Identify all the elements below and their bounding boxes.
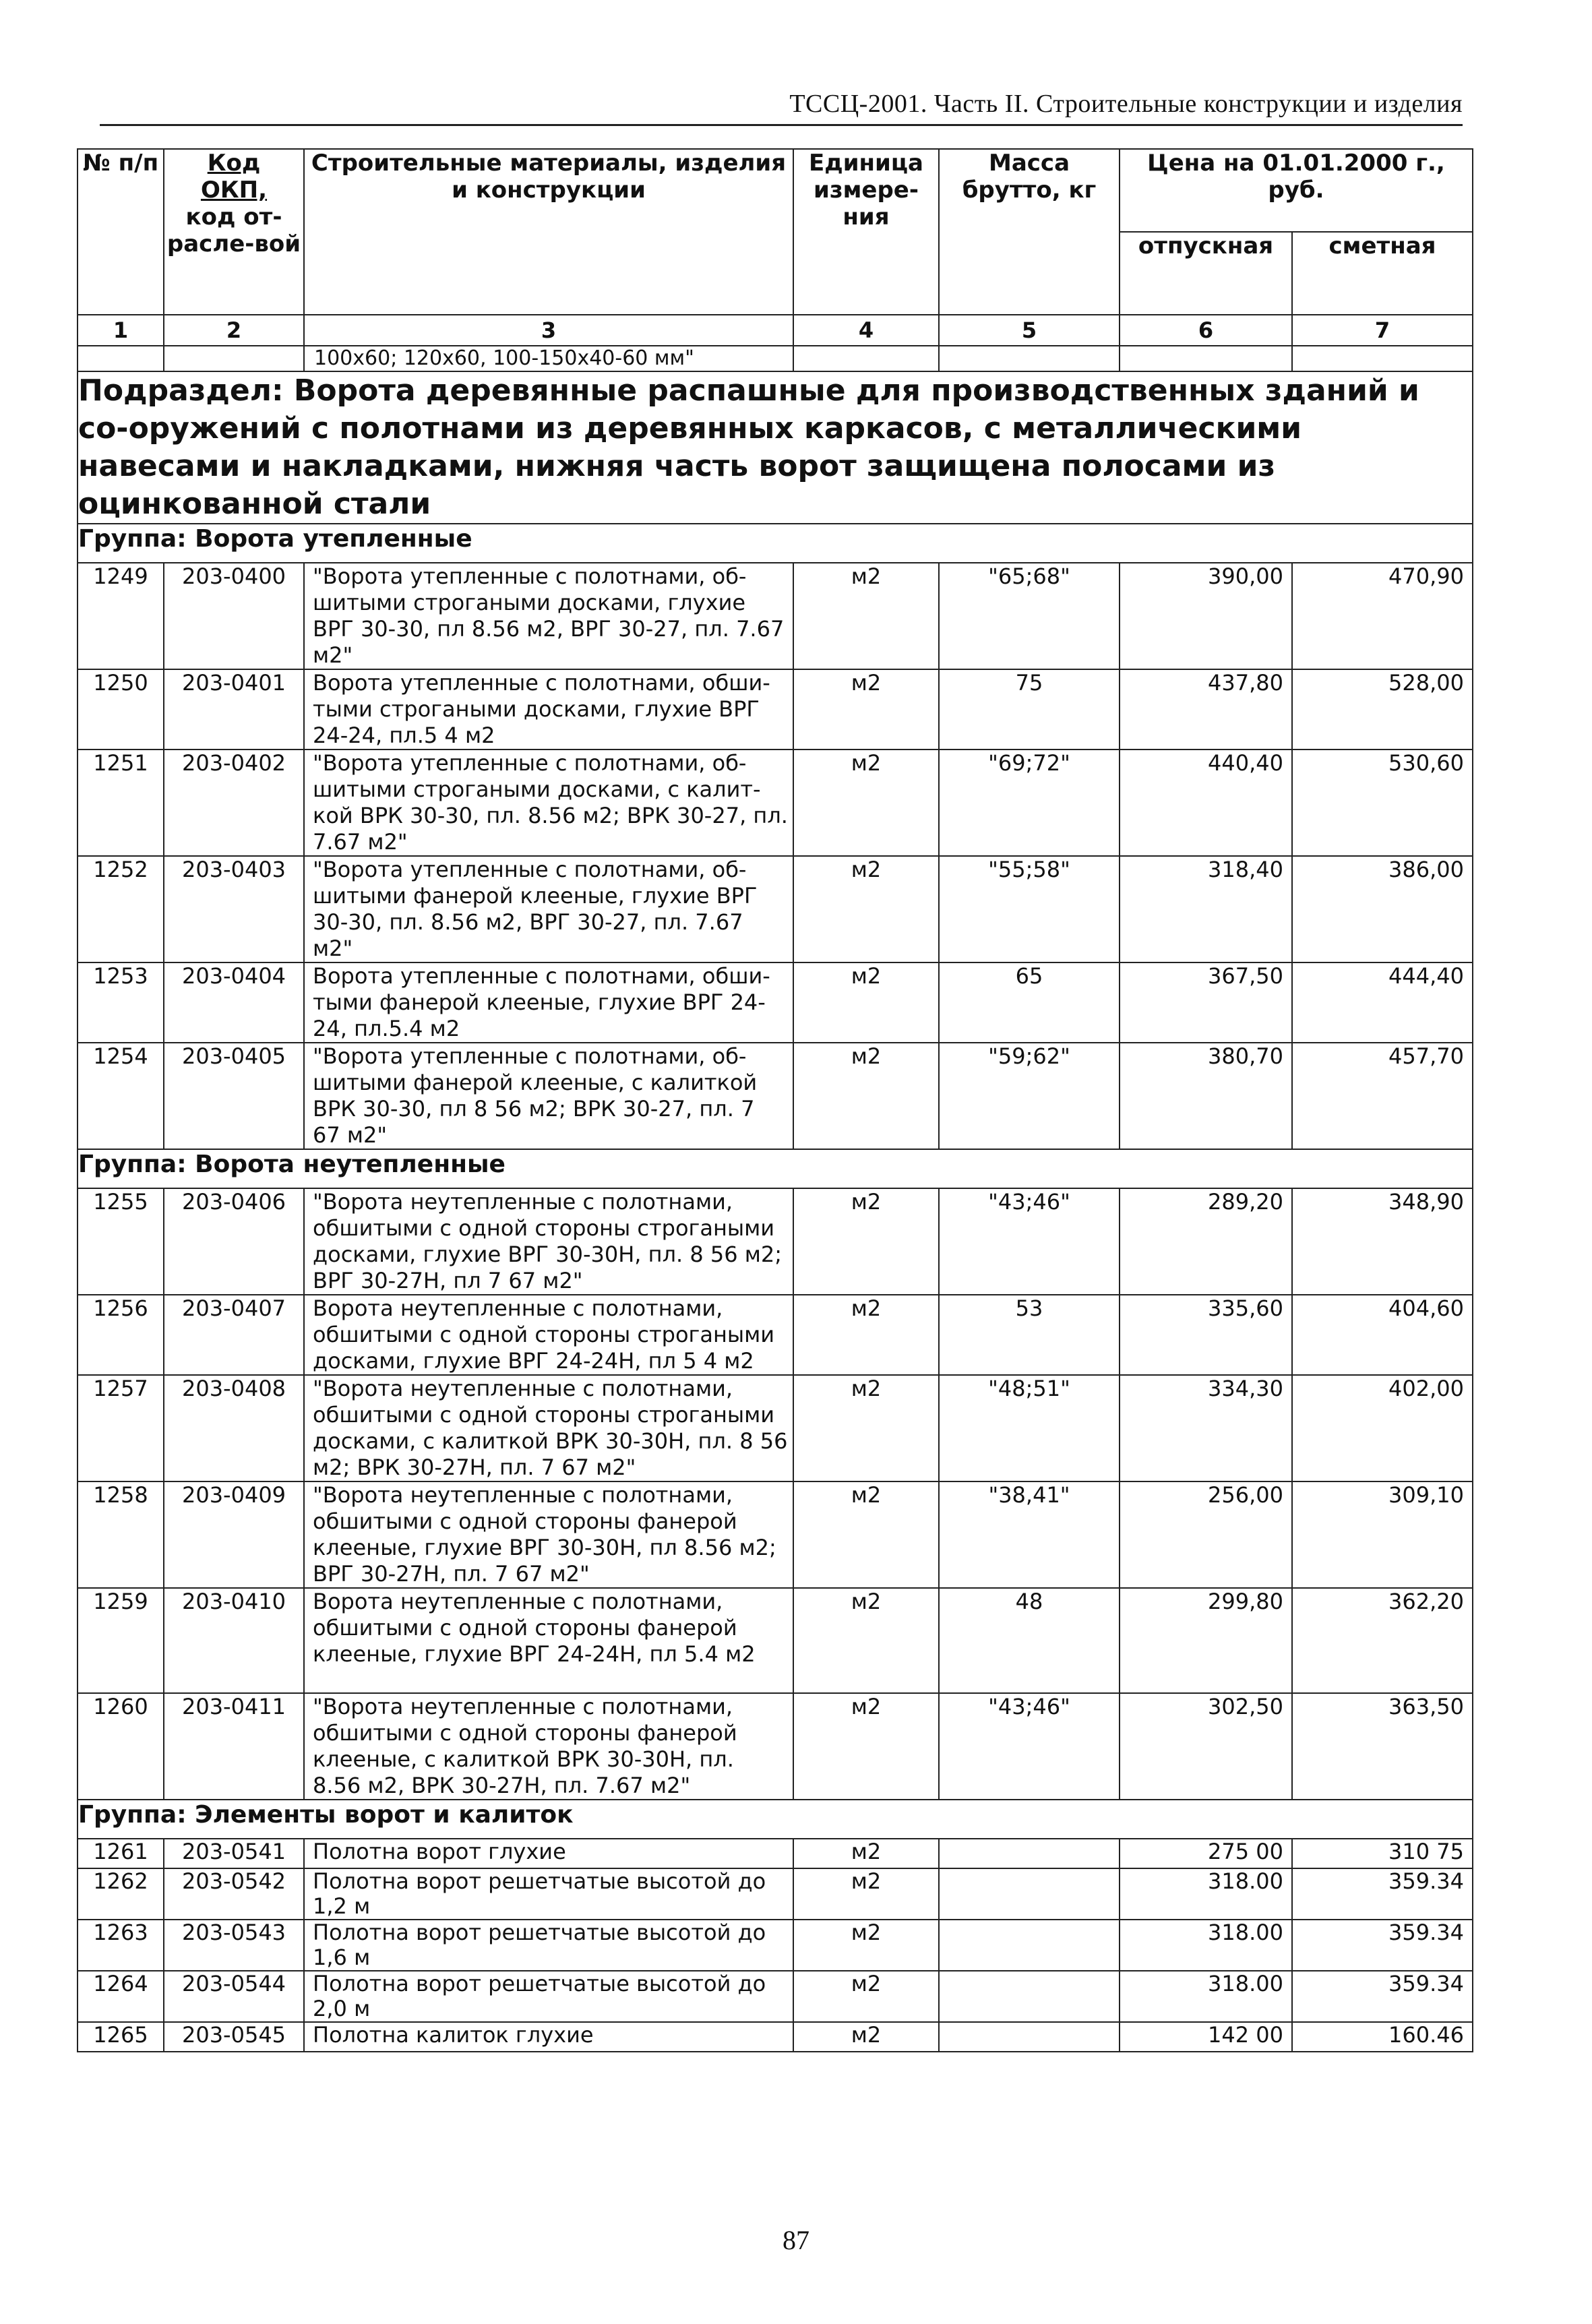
table-row bbox=[78, 1920, 1473, 1971]
mass-cell bbox=[939, 1839, 1120, 1868]
okp-code: 203-0541 bbox=[164, 1839, 304, 1868]
row-number: 1254 bbox=[78, 1043, 164, 1149]
header-mass: Масса брутто, кг bbox=[939, 149, 1120, 315]
table-row bbox=[78, 1868, 1473, 1920]
table-row bbox=[78, 750, 1473, 856]
column-number: 6 bbox=[1120, 315, 1292, 346]
release-price-cell: 318.00 bbox=[1120, 1868, 1292, 1920]
table-row bbox=[78, 1043, 1473, 1149]
okp-code: 203-0404 bbox=[164, 962, 304, 1043]
item-description: "Ворота неутепленные с полотнами, обшитыми с одной стороны фанерой клееные, с калиткой ВРК 30-30Н, пл. 8.56 м2, ВРК 30-27Н, пл. 7.67 м2" bbox=[304, 1693, 793, 1800]
unit-cell: м2 bbox=[793, 669, 939, 750]
table-row bbox=[78, 1971, 1473, 2022]
price-table bbox=[77, 148, 1473, 2052]
row-number: 1262 bbox=[78, 1868, 164, 1920]
mass-cell: "55;58" bbox=[939, 856, 1120, 962]
item-description: "Ворота утепленные с полотнами, об-шитыми строгаными досками, глухие ВРГ 30-30, пл 8.56 м2, ВРГ 30-27, пл. 7.67 м2" bbox=[304, 563, 793, 669]
row-number: 1256 bbox=[78, 1295, 164, 1375]
okp-code: 203-0400 bbox=[164, 563, 304, 669]
mass-cell: "59;62" bbox=[939, 1043, 1120, 1149]
item-description: "Ворота неутепленные с полотнами, обшитыми с одной стороны строгаными досками, глухие ВРГ 30-30Н, пл. 8 56 м2; ВРГ 30-27Н, пл 7 67 м2" bbox=[304, 1188, 793, 1295]
okp-code: 203-0406 bbox=[164, 1188, 304, 1295]
unit-cell: м2 bbox=[793, 1043, 939, 1149]
unit-cell: м2 bbox=[793, 1839, 939, 1868]
unit-cell: м2 bbox=[793, 1588, 939, 1693]
release-price-cell: 334,30 bbox=[1120, 1375, 1292, 1481]
subsection-row bbox=[78, 371, 1473, 524]
header-unit: Единица измере-ния bbox=[793, 149, 939, 315]
okp-code: 203-0542 bbox=[164, 1868, 304, 1920]
estimate-price-cell: 402,00 bbox=[1292, 1375, 1473, 1481]
release-price-cell: 275 00 bbox=[1120, 1839, 1292, 1868]
okp-code: 203-0411 bbox=[164, 1693, 304, 1800]
mass-cell bbox=[939, 1971, 1120, 2022]
release-price-cell: 299,80 bbox=[1120, 1588, 1292, 1693]
release-price-cell: 335,60 bbox=[1120, 1295, 1292, 1375]
mass-cell bbox=[939, 1920, 1120, 1971]
item-description: Полотна ворот решетчатые высотой до 1,2 м bbox=[304, 1868, 793, 1920]
running-head: ТССЦ-2001. Часть II. Строительные конструкции и изделия bbox=[789, 90, 1463, 118]
release-price-cell: 380,70 bbox=[1120, 1043, 1292, 1149]
item-description: "Ворота утепленные с полотнами, об-шитыми фанерой клееные, с калиткой ВРК 30-30, пл 8 56 м2; ВРК 30-27, пл. 7 67 м2" bbox=[304, 1043, 793, 1149]
estimate-price-cell: 359.34 bbox=[1292, 1971, 1473, 2022]
release-price-cell: 302,50 bbox=[1120, 1693, 1292, 1800]
table-header-row bbox=[78, 149, 1473, 232]
row-number: 1263 bbox=[78, 1920, 164, 1971]
release-price-cell: 318.00 bbox=[1120, 1971, 1292, 2022]
mass-cell: "38,41" bbox=[939, 1481, 1120, 1588]
subsection-title: Подраздел: Ворота деревянные распашные для производственных зданий и со-оружений с полотнами из деревянных каркасов, с металлическими навесами и накладками, нижняя часть ворот защищена полосами из оцинкованной стали bbox=[78, 371, 1473, 524]
estimate-price-cell: 310 75 bbox=[1292, 1839, 1473, 1868]
header-price-estimate: сметная bbox=[1292, 232, 1473, 315]
table-row bbox=[78, 1588, 1473, 1693]
row-number: 1252 bbox=[78, 856, 164, 962]
table-row bbox=[78, 2022, 1473, 2052]
estimate-price-cell: 528,00 bbox=[1292, 669, 1473, 750]
okp-code: 203-0543 bbox=[164, 1920, 304, 1971]
row-number: 1264 bbox=[78, 1971, 164, 2022]
row-number: 1250 bbox=[78, 669, 164, 750]
okp-code: 203-0401 bbox=[164, 669, 304, 750]
release-price-cell: 318.00 bbox=[1120, 1920, 1292, 1971]
row-number: 1260 bbox=[78, 1693, 164, 1800]
estimate-price-cell: 444,40 bbox=[1292, 962, 1473, 1043]
column-number: 7 bbox=[1292, 315, 1473, 346]
table-row bbox=[78, 1693, 1473, 1800]
estimate-price-cell: 160.46 bbox=[1292, 2022, 1473, 2052]
unit-cell: м2 bbox=[793, 962, 939, 1043]
item-description: "Ворота неутепленные с полотнами, обшитыми с одной стороны строгаными досками, с калиткой ВРК 30-30Н, пл. 8 56 м2; ВРК 30-27Н, пл. 7 67 м2" bbox=[304, 1375, 793, 1481]
row-number: 1261 bbox=[78, 1839, 164, 1868]
unit-cell: м2 bbox=[793, 1295, 939, 1375]
item-description: Полотна ворот глухие bbox=[304, 1839, 793, 1868]
release-price-cell: 289,20 bbox=[1120, 1188, 1292, 1295]
item-description: "Ворота утепленные с полотнами, об-шитыми фанерой клееные, глухие ВРГ 30-30, пл. 8.56 м2, ВРГ 30-27, пл. 7.67 м2" bbox=[304, 856, 793, 962]
release-price-cell: 437,80 bbox=[1120, 669, 1292, 750]
table-row bbox=[78, 1839, 1473, 1868]
table-row bbox=[78, 669, 1473, 750]
mass-cell: "43;46" bbox=[939, 1693, 1120, 1800]
row-number: 1257 bbox=[78, 1375, 164, 1481]
estimate-price-cell: 457,70 bbox=[1292, 1043, 1473, 1149]
page-number: 87 bbox=[783, 2225, 809, 2255]
item-description: Ворота неутепленные с полотнами, обшитыми с одной стороны строгаными досками, глухие ВРГ 24-24Н, пл 5 4 м2 bbox=[304, 1295, 793, 1375]
item-description: Ворота утепленные с полотнами, обши-тыми фанерой клееные, глухие ВРГ 24-24, пл.5.4 м2 bbox=[304, 962, 793, 1043]
unit-cell: м2 bbox=[793, 1868, 939, 1920]
mass-cell: "65;68" bbox=[939, 563, 1120, 669]
estimate-price-cell: 470,90 bbox=[1292, 563, 1473, 669]
unit-cell: м2 bbox=[793, 1375, 939, 1481]
group-title: Группа: Элементы ворот и калиток bbox=[78, 1800, 1473, 1839]
table-row bbox=[78, 1295, 1473, 1375]
item-description: Полотна калиток глухие bbox=[304, 2022, 793, 2052]
unit-cell: м2 bbox=[793, 1971, 939, 2022]
estimate-price-cell: 348,90 bbox=[1292, 1188, 1473, 1295]
mass-cell: "43;46" bbox=[939, 1188, 1120, 1295]
header-price-release: отпускная bbox=[1120, 232, 1292, 315]
group-row bbox=[78, 524, 1473, 563]
estimate-price-cell: 386,00 bbox=[1292, 856, 1473, 962]
item-description: "Ворота утепленные с полотнами, об-шитыми строгаными досками, с калит-кой ВРК 30-30, пл. 8.56 м2; ВРК 30-27, пл. 7.67 м2" bbox=[304, 750, 793, 856]
mass-cell: "48;51" bbox=[939, 1375, 1120, 1481]
column-number: 3 bbox=[304, 315, 793, 346]
column-number: 5 bbox=[939, 315, 1120, 346]
row-number: 1253 bbox=[78, 962, 164, 1043]
okp-code: 203-0405 bbox=[164, 1043, 304, 1149]
unit-cell: м2 bbox=[793, 750, 939, 856]
release-price-cell: 256,00 bbox=[1120, 1481, 1292, 1588]
item-description: Полотна ворот решетчатые высотой до 1,6 м bbox=[304, 1920, 793, 1971]
header-materials: Строительные материалы, изделия и конструкции bbox=[304, 149, 793, 315]
row-number: 1249 bbox=[78, 563, 164, 669]
estimate-price-cell: 404,60 bbox=[1292, 1295, 1473, 1375]
header-price: Цена на 01.01.2000 г., руб. bbox=[1120, 149, 1473, 232]
price-table-sheet bbox=[77, 148, 1472, 2052]
release-price-cell: 367,50 bbox=[1120, 962, 1292, 1043]
mass-cell: "69;72" bbox=[939, 750, 1120, 856]
table-row bbox=[78, 1188, 1473, 1295]
header-code-line2: ОКП, bbox=[200, 177, 268, 204]
okp-code: 203-0544 bbox=[164, 1971, 304, 2022]
mass-cell: 65 bbox=[939, 962, 1120, 1043]
header-no: № п/п bbox=[78, 149, 164, 315]
unit-cell: м2 bbox=[793, 1920, 939, 1971]
row-number: 1258 bbox=[78, 1481, 164, 1588]
group-title: Группа: Ворота неутепленные bbox=[78, 1149, 1473, 1188]
okp-code: 203-0545 bbox=[164, 2022, 304, 2052]
estimate-price-cell: 530,60 bbox=[1292, 750, 1473, 856]
release-price-cell: 440,40 bbox=[1120, 750, 1292, 856]
okp-code: 203-0403 bbox=[164, 856, 304, 962]
unit-cell: м2 bbox=[793, 2022, 939, 2052]
estimate-price-cell: 309,10 bbox=[1292, 1481, 1473, 1588]
item-description: Полотна ворот решетчатые высотой до 2,0 м bbox=[304, 1971, 793, 2022]
continuation-row bbox=[78, 346, 1473, 371]
row-number: 1255 bbox=[78, 1188, 164, 1295]
group-title: Группа: Ворота утепленные bbox=[78, 524, 1473, 563]
unit-cell: м2 bbox=[793, 856, 939, 962]
estimate-price-cell: 359.34 bbox=[1292, 1868, 1473, 1920]
header-code-line3: код от-расле-вой bbox=[166, 204, 301, 257]
estimate-price-cell: 362,20 bbox=[1292, 1588, 1473, 1693]
column-number: 2 bbox=[164, 315, 304, 346]
unit-cell: м2 bbox=[793, 1188, 939, 1295]
column-number: 4 bbox=[793, 315, 939, 346]
release-price-cell: 318,40 bbox=[1120, 856, 1292, 962]
group-row bbox=[78, 1800, 1473, 1839]
header-rule bbox=[100, 124, 1463, 126]
column-number: 1 bbox=[78, 315, 164, 346]
mass-cell: 48 bbox=[939, 1588, 1120, 1693]
table-row bbox=[78, 563, 1473, 669]
unit-cell: м2 bbox=[793, 1693, 939, 1800]
row-number: 1259 bbox=[78, 1588, 164, 1693]
item-description: Ворота утепленные с полотнами, обши-тыми строгаными досками, глухие ВРГ 24-24, пл.5 4 м2 bbox=[304, 669, 793, 750]
row-number: 1251 bbox=[78, 750, 164, 856]
table-row bbox=[78, 856, 1473, 962]
unit-cell: м2 bbox=[793, 563, 939, 669]
release-price-cell: 390,00 bbox=[1120, 563, 1292, 669]
estimate-price-cell: 359.34 bbox=[1292, 1920, 1473, 1971]
header-code-line1: Код bbox=[207, 150, 261, 177]
okp-code: 203-0408 bbox=[164, 1375, 304, 1481]
okp-code: 203-0402 bbox=[164, 750, 304, 856]
okp-code: 203-0407 bbox=[164, 1295, 304, 1375]
estimate-price-cell: 363,50 bbox=[1292, 1693, 1473, 1800]
group-row bbox=[78, 1149, 1473, 1188]
header-code bbox=[164, 149, 304, 315]
column-number-row bbox=[78, 315, 1473, 346]
item-description: "Ворота неутепленные с полотнами, обшитыми с одной стороны фанерой клееные, глухие ВРГ 30-30Н, пл 8.56 м2; ВРГ 30-27Н, пл. 7 67 м2" bbox=[304, 1481, 793, 1588]
continuation-text: 100x60; 120x60, 100-150x40-60 мм" bbox=[304, 346, 793, 371]
mass-cell bbox=[939, 2022, 1120, 2052]
okp-code: 203-0410 bbox=[164, 1588, 304, 1693]
table-row bbox=[78, 1375, 1473, 1481]
mass-cell: 53 bbox=[939, 1295, 1120, 1375]
release-price-cell: 142 00 bbox=[1120, 2022, 1292, 2052]
table-row bbox=[78, 962, 1473, 1043]
table-row bbox=[78, 1481, 1473, 1588]
unit-cell: м2 bbox=[793, 1481, 939, 1588]
mass-cell: 75 bbox=[939, 669, 1120, 750]
mass-cell bbox=[939, 1868, 1120, 1920]
row-number: 1265 bbox=[78, 2022, 164, 2052]
item-description: Ворота неутепленные с полотнами, обшитыми с одной стороны фанерой клееные, глухие ВРГ 24-24Н, пл 5.4 м2 bbox=[304, 1588, 793, 1693]
okp-code: 203-0409 bbox=[164, 1481, 304, 1588]
